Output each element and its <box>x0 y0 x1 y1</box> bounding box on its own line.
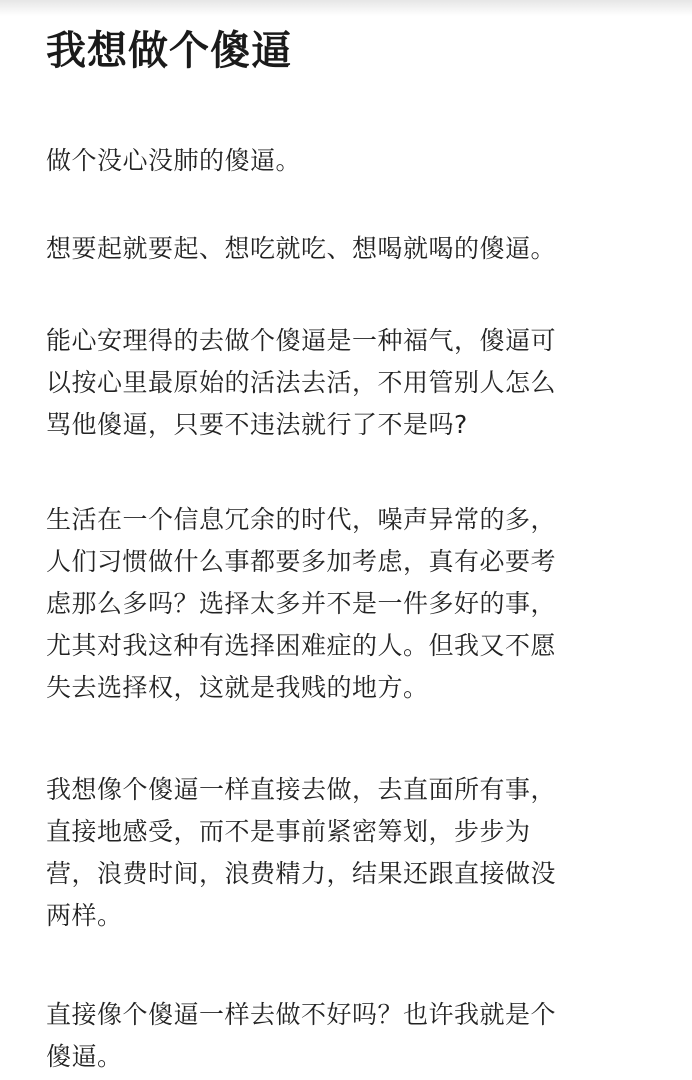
paragraph-line: 做个没心没肺的傻逼。 <box>46 146 302 175</box>
paragraph-3 <box>46 320 556 446</box>
article-title: 我想做个傻逼 <box>46 28 292 74</box>
paragraph-line: 尤其对我这种有选择困难症的人。但我又不愿 <box>46 631 557 660</box>
paragraph-line: 傻逼。 <box>46 1042 123 1071</box>
paragraph-line: 想要起就要起、想吃就吃、想喝就喝的傻逼。 <box>46 234 557 263</box>
paragraph-line: 人们习惯做什么事都要多加考虑，真有必要考 <box>46 547 557 576</box>
paragraph-line: 直接像个傻逼一样去做不好吗？也许我就是个 <box>46 1000 557 1029</box>
paragraph-2 <box>46 228 556 270</box>
paragraph-line: 以按心里最原始的活法去活，不用管别人怎么 <box>46 368 557 397</box>
top-shadow <box>0 0 692 16</box>
paragraph-line: 骂他傻逼，只要不违法就行了不是吗? <box>46 410 468 439</box>
paragraph-4 <box>46 499 556 709</box>
paragraph-line: 直接地感受，而不是事前紧密筹划，步步为 <box>46 817 531 846</box>
paragraph-line: 我想像个傻逼一样直接去做，去直面所有事， <box>46 775 557 804</box>
paragraph-line: 生活在一个信息冗余的时代，噪声异常的多， <box>46 505 557 534</box>
paragraph-line: 能心安理得的去做个傻逼是一种福气，傻逼可 <box>46 326 557 355</box>
paragraph-line: 两样。 <box>46 901 123 930</box>
paragraph-line: 营，浪费时间，浪费精力，结果还跟直接做没 <box>46 859 557 888</box>
article <box>46 24 646 1071</box>
paragraph-line: 虑那么多吗？选择太多并不是一件多好的事， <box>46 589 557 618</box>
paragraph-6 <box>46 994 556 1078</box>
paragraph-line: 失去选择权，这就是我贱的地方。 <box>46 673 429 702</box>
paragraph-5 <box>46 769 556 937</box>
paragraph-1 <box>46 140 301 182</box>
